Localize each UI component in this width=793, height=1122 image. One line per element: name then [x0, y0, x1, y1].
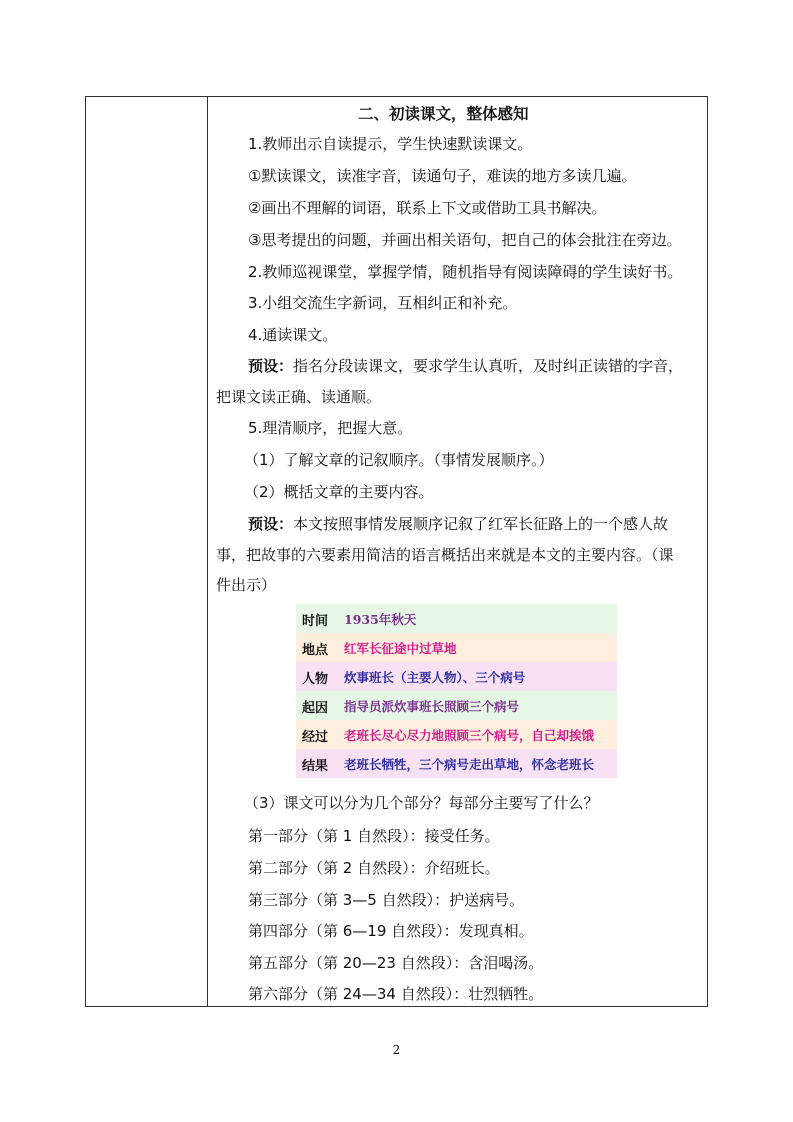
row-label: 人物 [302, 672, 329, 687]
preset-text: 指名分段读课文，要求学生认真听，及时纠正读错的字音， [293, 357, 684, 375]
row-label: 时间 [302, 614, 329, 629]
row-label: 经过 [302, 730, 329, 745]
part-line: 第四部分（第 6—19 自然段）：发现真相。 [248, 922, 534, 940]
table-row [296, 691, 617, 720]
row-value: 指导员派炊事班长照顾三个病号 [344, 699, 520, 714]
row-value: 炊事班长（主要人物）、三个病号 [344, 670, 526, 685]
part-line: 第一部分（第 1 自然段）：接受任务。 [248, 827, 500, 845]
row-value: 红军长征途中过草地 [344, 641, 457, 656]
row-label: 起因 [302, 701, 329, 716]
preset-label: 预设： [248, 357, 294, 375]
text-line: 事，把故事的六要素用简洁的语言概括出来就是本文的主要内容。（课 [216, 546, 674, 564]
part-line: 第二部分（第 2 自然段）：介绍班长。 [248, 859, 500, 877]
page-number: 2 [392, 1043, 401, 1057]
text-line: ②画出不理解的词语，联系上下文或借助工具书解决。 [248, 199, 607, 217]
table-row [296, 720, 617, 749]
text-line: 2.教师巡视课堂，掌握学情，随机指导有阅读障碍的学生读好书。 [248, 263, 683, 281]
table-row [296, 633, 617, 662]
preset-paragraph-1 [248, 356, 683, 376]
table-row [296, 662, 617, 691]
text-line: ③思考提出的问题，并画出相关语句，把自己的体会批注在旁边。 [248, 231, 682, 249]
preset-label: 预设： [248, 515, 294, 533]
text-line: 3.小组交流生字新词，互相纠正和补充。 [248, 294, 518, 312]
column-divider [207, 96, 208, 1007]
text-line: 5.理清顺序，把握大意。 [248, 419, 413, 437]
part-line: 第五部分（第 20—23 自然段）：含泪喝汤。 [248, 954, 544, 972]
text-line: 把课文读正确、读通顺。 [216, 388, 382, 406]
preset-text: 本文按照事情发展顺序记叙了红军长征路上的一个感人故 [293, 515, 669, 533]
part-line: 第三部分（第 3—5 自然段）：护送病号。 [248, 891, 525, 909]
row-label: 结果 [302, 759, 329, 774]
text-line: ①默读课文，读准字音，读通句子，难读的地方多读几遍。 [248, 167, 637, 185]
text-line: （3）课文可以分为几个部分？每部分主要写了什么？ [244, 794, 599, 812]
preset-paragraph-2 [248, 514, 668, 534]
section-heading: 二、初读课文，整体感知 [358, 105, 529, 123]
text-line: 4.通读课文。 [248, 326, 338, 344]
text-line: 1.教师出示自读提示，学生快速默读课文。 [248, 135, 533, 153]
story-elements-table [296, 604, 617, 778]
row-value: 老班长尽心尽力地照顾三个病号，自己却挨饿 [344, 728, 595, 743]
row-value: 1935年秋天 [344, 612, 417, 627]
text-line: （1）了解文章的记叙顺序。（事情发展顺序。） [244, 451, 554, 469]
table-row [296, 604, 617, 633]
text-line: 件出示） [216, 576, 277, 594]
text-line: （2）概括文章的主要内容。 [244, 483, 434, 501]
row-value: 老班长牺牲，三个病号走出草地，怀念老班长 [344, 757, 595, 772]
table-row [296, 749, 617, 778]
row-label: 地点 [302, 643, 329, 658]
part-line: 第六部分（第 24—34 自然段）：壮烈牺牲。 [248, 985, 544, 1003]
